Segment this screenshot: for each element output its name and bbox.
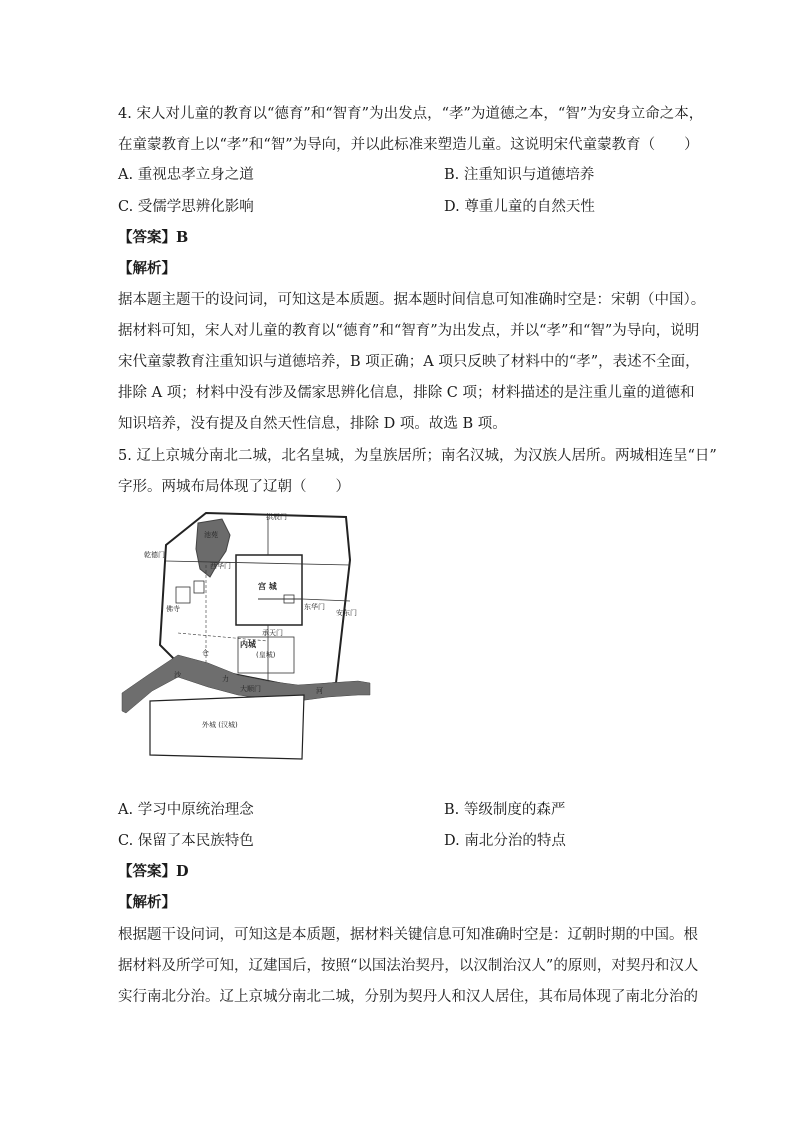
granary-label: 仓 xyxy=(202,649,209,657)
q5-option-d: D. 南北分治的特点 xyxy=(444,833,566,849)
q5-analysis-line: 根据题干设问词，可知这是本质题，据材料关键信息可知准确时空是：辽朝时期的中国。根 xyxy=(118,927,698,943)
chengtian-gate-label: 承天门 xyxy=(262,629,283,637)
andong-gate-label: 安东门 xyxy=(336,609,357,617)
qiande-gate-label: 乾德门 xyxy=(144,551,165,559)
q4-analysis-line: 据材料可知，宋人对儿童的教育以“德育”和“智育”为出发点，并以“孝”和“智”为导向，说明 xyxy=(118,323,700,339)
q5-analysis-line: 据材料及所学可知，辽建国后，按照“以国法治契丹，以汉制治汉人”的原则，对契丹和汉人 xyxy=(118,958,699,974)
q4-option-d: D. 尊重儿童的自然天性 xyxy=(444,199,595,215)
q4-analysis-line: 知识培养，没有提及自然天性信息，排除 D 项。故选 B 项。 xyxy=(118,416,507,432)
q4-analysis-line: 宋代童蒙教育注重知识与道德培养，B 项正确；A 项只反映了材料中的“孝”，表述不全面， xyxy=(118,354,700,370)
q5-option-a: A. 学习中原统治理念 xyxy=(118,802,254,818)
q4-option-c: C. 受儒学思辨化影响 xyxy=(118,199,254,215)
q4-analysis-line: 据本题主题干的设问词，可知这是本质题。据本题时间信息可知准确时空是：宋朝（中国）。 xyxy=(118,292,706,308)
inner-city-label: 内城 xyxy=(240,640,256,649)
dashun-gate-label: 大顺门 xyxy=(240,685,261,693)
river-label-3: 河 xyxy=(316,687,323,695)
q4-stem-line1: 4. 宋人对儿童的教育以“德育”和“智育”为出发点，“孝”为道德之本，“智”为安身立命之本， xyxy=(118,106,704,122)
q5-analysis-line: 实行南北分治。辽上京城分南北二城，分别为契丹人和汉人居住，其布局体现了南北分治的 xyxy=(118,989,698,1005)
han-city-label: 外城 (汉城) xyxy=(202,721,238,729)
imperial-city-label: (皇城) xyxy=(256,651,276,659)
temple-label: 佛寺 xyxy=(166,605,180,613)
gongchen-gate-label: 拱辰门 xyxy=(266,513,287,521)
q4-option-a: A. 重视忠孝立身之道 xyxy=(118,167,254,183)
donghua-gate-label: 东华门 xyxy=(304,603,325,611)
q5-stem-line1: 5. 辽上京城分南北二城，北名皇城，为皇族居所；南名汉城，为汉族人居所。两城相连呈“日” xyxy=(118,448,717,464)
palace-city-label: 宫 城 xyxy=(258,582,277,591)
river-label-2: 力 xyxy=(222,675,229,683)
river-label-1: 沙 xyxy=(174,671,181,679)
q5-stem-line2: 字形。两城布局体现了辽朝（ ） xyxy=(118,479,350,495)
q5-answer: 【答案】D xyxy=(118,863,189,880)
q4-analysis-title: 【解析】 xyxy=(118,260,176,277)
q4-stem-line2: 在童蒙教育上以“孝”和“智”为导向，并以此标准来塑造儿童。这说明宋代童蒙教育（ ） xyxy=(118,137,699,153)
q4-analysis-line: 排除 A 项；材料中没有涉及儒家思辨化信息，排除 C 项；材料描述的是注重儿童的道德和 xyxy=(118,385,695,401)
shangjing-city-map xyxy=(118,505,374,788)
xihua-gate-label: 西华门 xyxy=(210,562,231,570)
pond-label: 池苑 xyxy=(204,531,218,539)
q5-option-c: C. 保留了本民族特色 xyxy=(118,833,254,849)
q4-option-b: B. 注重知识与道德培养 xyxy=(444,167,595,183)
q4-answer: 【答案】B xyxy=(118,229,189,246)
q5-analysis-title: 【解析】 xyxy=(118,894,176,911)
q5-option-b: B. 等级制度的森严 xyxy=(444,802,566,818)
